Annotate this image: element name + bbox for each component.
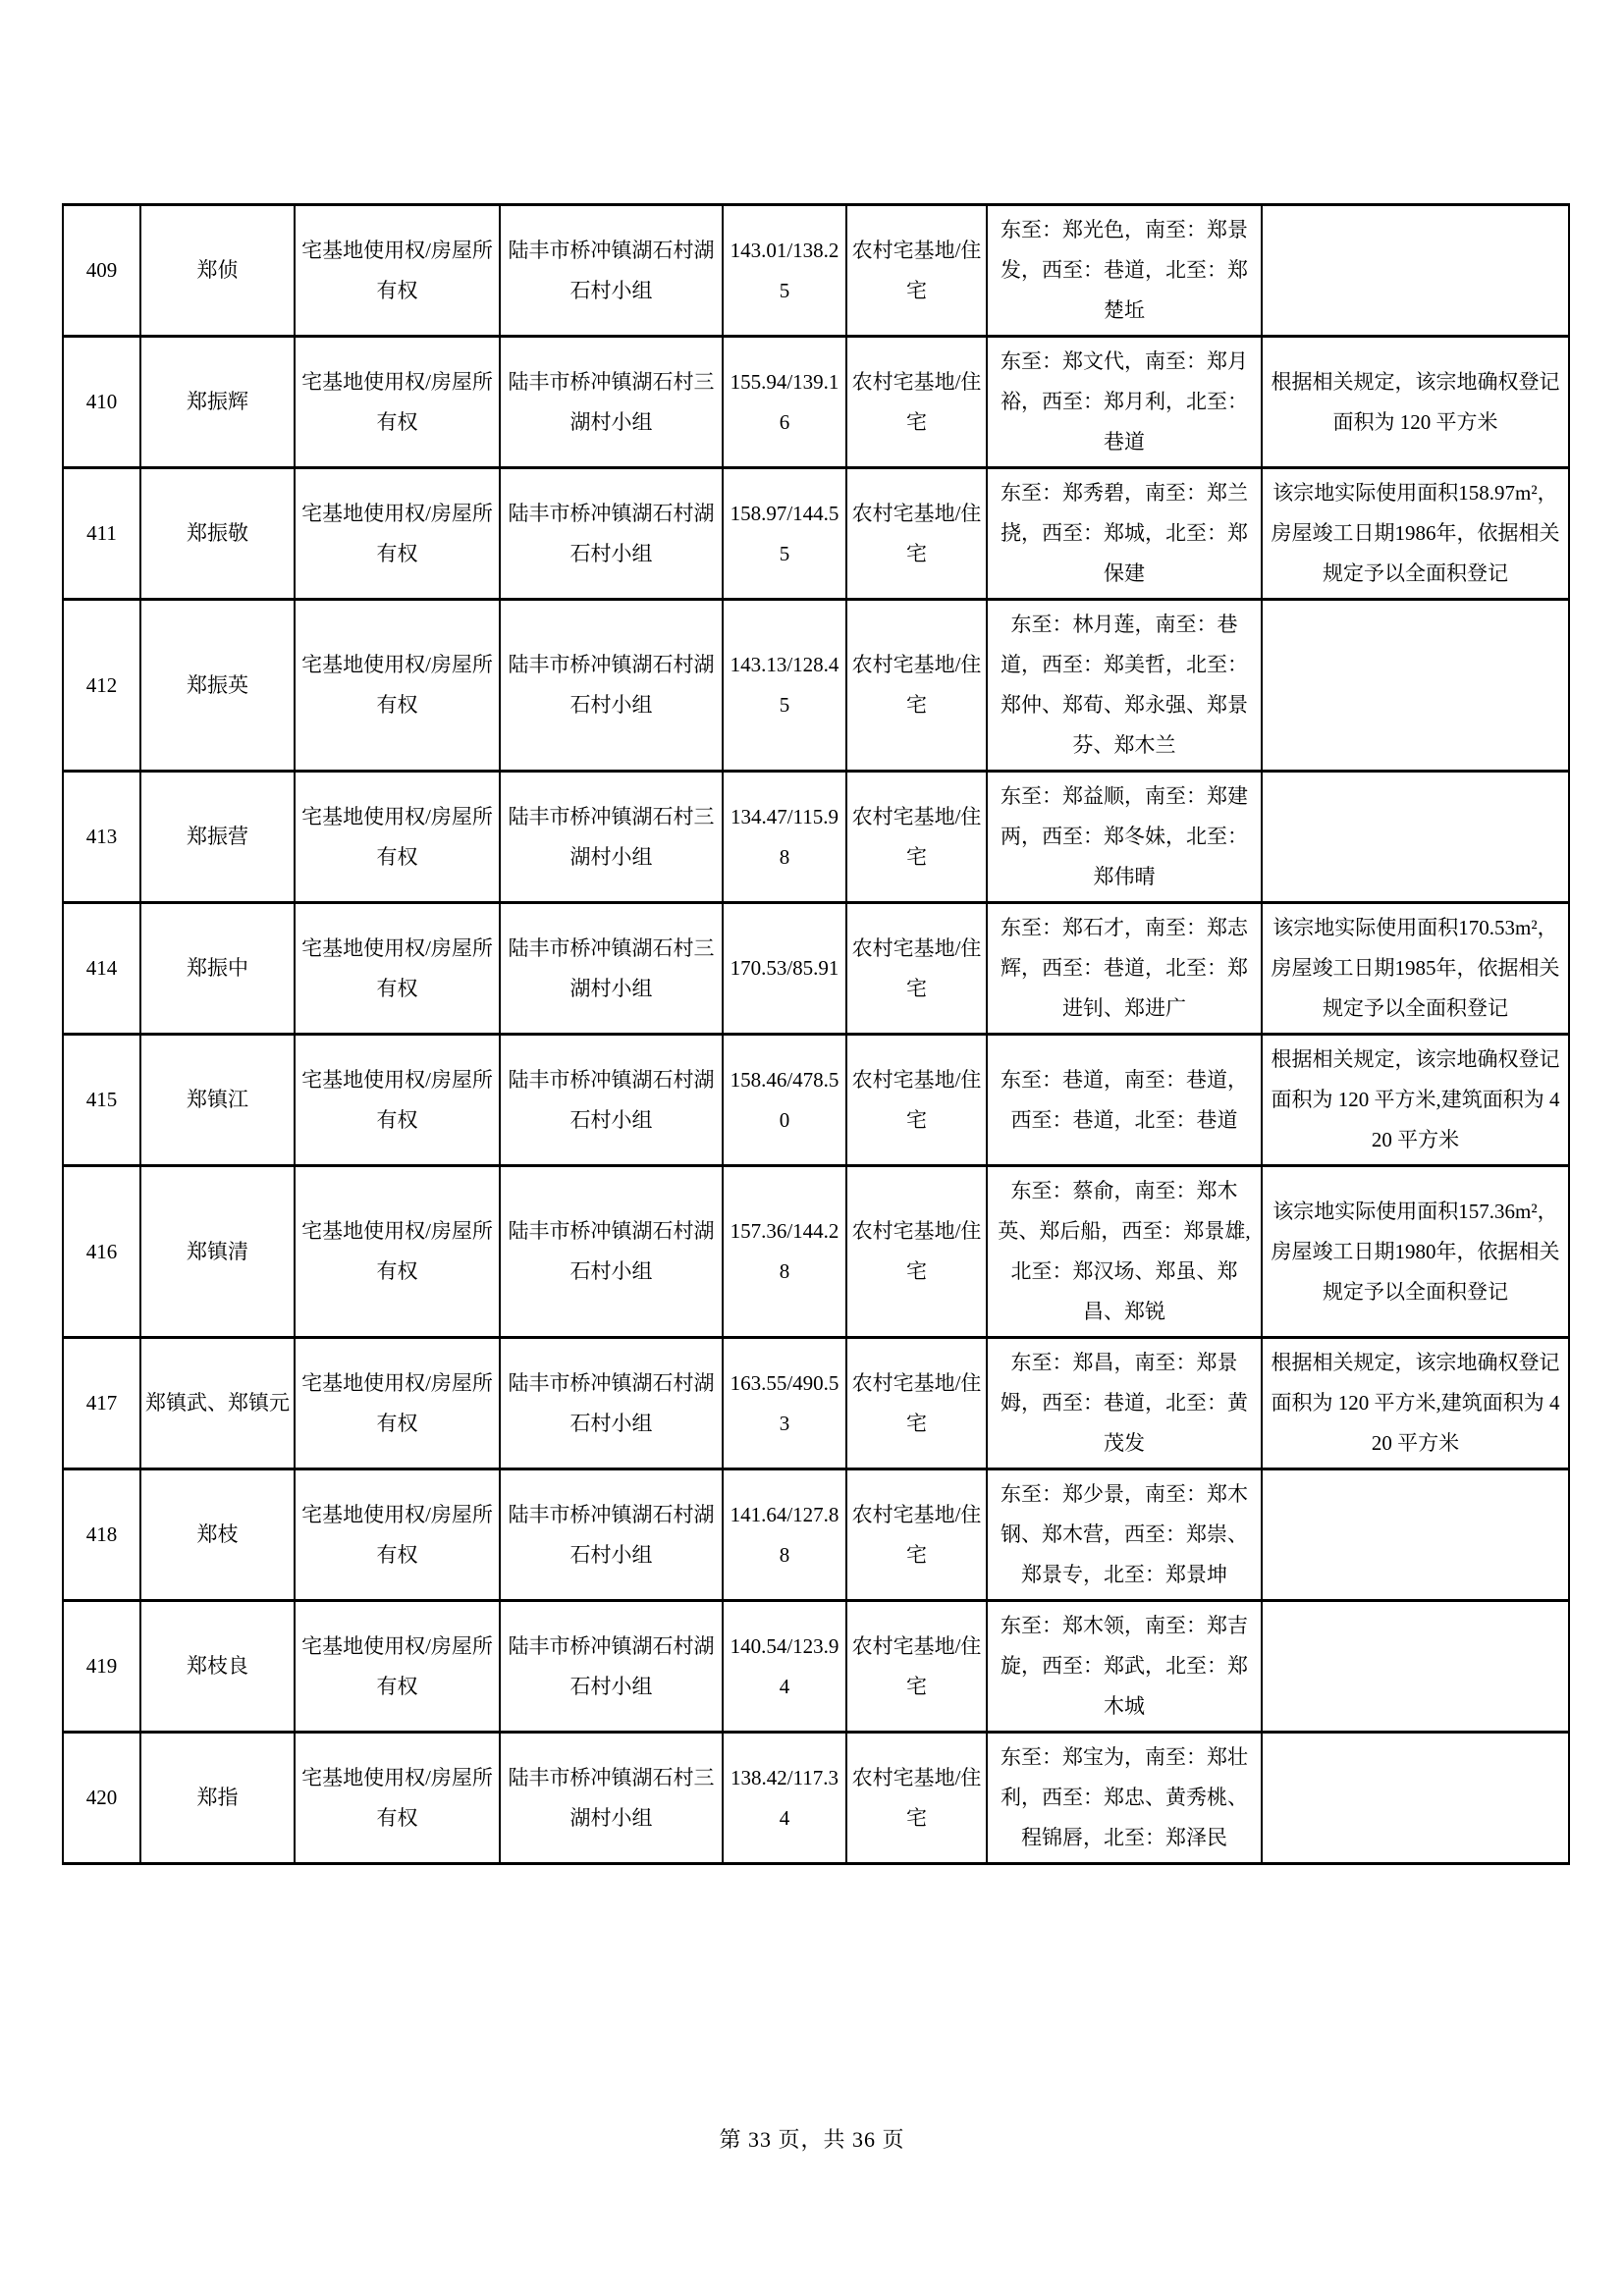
cell-boundaries: 东至：郑昌，南至：郑景姆，西至：巷道，北至：黄茂发 [987, 1338, 1262, 1469]
cell-serial-number: 419 [63, 1601, 140, 1733]
cell-right-type: 宅基地使用权/房屋所有权 [295, 600, 500, 772]
cell-area: 143.01/138.25 [723, 205, 846, 337]
cell-remark [1262, 205, 1569, 337]
cell-boundaries: 东至：蔡俞，南至：郑木英、郑后船，西至：郑景雄,北至：郑汉场、郑虽、郑昌、郑锐 [987, 1166, 1262, 1338]
cell-location: 陆丰市桥冲镇湖石村湖石村小组 [500, 1166, 723, 1338]
cell-remark [1262, 1733, 1569, 1864]
cell-area: 134.47/115.98 [723, 772, 846, 903]
record-row [63, 1166, 1569, 1338]
cell-right-type: 宅基地使用权/房屋所有权 [295, 1338, 500, 1469]
cell-land-use: 农村宅基地/住宅 [846, 1733, 987, 1864]
record-row [63, 337, 1569, 468]
cell-location: 陆丰市桥冲镇湖石村三湖村小组 [500, 1733, 723, 1864]
cell-remark [1262, 772, 1569, 903]
cell-serial-number: 417 [63, 1338, 140, 1469]
cell-remark [1262, 1469, 1569, 1601]
cell-location: 陆丰市桥冲镇湖石村湖石村小组 [500, 1035, 723, 1166]
cell-land-use: 农村宅基地/住宅 [846, 1469, 987, 1601]
cell-serial-number: 409 [63, 205, 140, 337]
cell-location: 陆丰市桥冲镇湖石村湖石村小组 [500, 600, 723, 772]
cell-holder-name: 郑镇武、郑镇元 [140, 1338, 295, 1469]
cell-area: 158.46/478.50 [723, 1035, 846, 1166]
cell-boundaries: 东至：郑益顺，南至：郑建两，西至：郑冬妹，北至：郑伟晴 [987, 772, 1262, 903]
cell-location: 陆丰市桥冲镇湖石村三湖村小组 [500, 903, 723, 1035]
cell-right-type: 宅基地使用权/房屋所有权 [295, 468, 500, 600]
cell-remark: 根据相关规定，该宗地确权登记面积为 120 平方米,建筑面积为 420 平方米 [1262, 1338, 1569, 1469]
cell-holder-name: 郑振辉 [140, 337, 295, 468]
cell-area: 170.53/85.91 [723, 903, 846, 1035]
cell-right-type: 宅基地使用权/房屋所有权 [295, 1035, 500, 1166]
cell-boundaries: 东至：郑木领，南至：郑吉旋，西至：郑武，北至：郑木城 [987, 1601, 1262, 1733]
cell-serial-number: 413 [63, 772, 140, 903]
cell-right-type: 宅基地使用权/房屋所有权 [295, 337, 500, 468]
cell-holder-name: 郑镇清 [140, 1166, 295, 1338]
cell-location: 陆丰市桥冲镇湖石村湖石村小组 [500, 468, 723, 600]
cell-remark: 根据相关规定，该宗地确权登记面积为 120 平方米 [1262, 337, 1569, 468]
cell-right-type: 宅基地使用权/房屋所有权 [295, 1601, 500, 1733]
cell-holder-name: 郑侦 [140, 205, 295, 337]
cell-holder-name: 郑振中 [140, 903, 295, 1035]
cell-land-use: 农村宅基地/住宅 [846, 1035, 987, 1166]
cell-location: 陆丰市桥冲镇湖石村湖石村小组 [500, 1338, 723, 1469]
record-row [63, 772, 1569, 903]
cell-right-type: 宅基地使用权/房屋所有权 [295, 1733, 500, 1864]
cell-land-use: 农村宅基地/住宅 [846, 600, 987, 772]
cell-location: 陆丰市桥冲镇湖石村湖石村小组 [500, 1469, 723, 1601]
cell-right-type: 宅基地使用权/房屋所有权 [295, 205, 500, 337]
cell-holder-name: 郑振营 [140, 772, 295, 903]
cell-location: 陆丰市桥冲镇湖石村三湖村小组 [500, 772, 723, 903]
cell-boundaries: 东至：郑光色，南至：郑景发，西至：巷道，北至：郑楚坵 [987, 205, 1262, 337]
cell-location: 陆丰市桥冲镇湖石村湖石村小组 [500, 205, 723, 337]
cell-area: 163.55/490.53 [723, 1338, 846, 1469]
cell-holder-name: 郑指 [140, 1733, 295, 1864]
cell-land-use: 农村宅基地/住宅 [846, 1338, 987, 1469]
cell-land-use: 农村宅基地/住宅 [846, 903, 987, 1035]
cell-serial-number: 411 [63, 468, 140, 600]
cell-location: 陆丰市桥冲镇湖石村三湖村小组 [500, 337, 723, 468]
record-row [63, 1733, 1569, 1864]
cell-land-use: 农村宅基地/住宅 [846, 468, 987, 600]
cell-area: 158.97/144.55 [723, 468, 846, 600]
cell-remark [1262, 1601, 1569, 1733]
cell-serial-number: 414 [63, 903, 140, 1035]
cell-remark: 根据相关规定，该宗地确权登记面积为 120 平方米,建筑面积为 420 平方米 [1262, 1035, 1569, 1166]
cell-area: 140.54/123.94 [723, 1601, 846, 1733]
cell-boundaries: 东至：郑秀碧，南至：郑兰挠，西至：郑城，北至：郑保建 [987, 468, 1262, 600]
record-row [63, 1601, 1569, 1733]
cell-land-use: 农村宅基地/住宅 [846, 1601, 987, 1733]
cell-holder-name: 郑振敬 [140, 468, 295, 600]
cell-area: 157.36/144.28 [723, 1166, 846, 1338]
cell-land-use: 农村宅基地/住宅 [846, 205, 987, 337]
page-number-footer: 第 33 页，共 36 页 [719, 2127, 905, 2152]
cell-location: 陆丰市桥冲镇湖石村湖石村小组 [500, 1601, 723, 1733]
cell-land-use: 农村宅基地/住宅 [846, 1166, 987, 1338]
cell-area: 138.42/117.34 [723, 1733, 846, 1864]
land-rights-table [62, 203, 1570, 1865]
cell-remark: 该宗地实际使用面积170.53m²，房屋竣工日期1985年，依据相关规定予以全面积登记 [1262, 903, 1569, 1035]
cell-area: 143.13/128.45 [723, 600, 846, 772]
cell-boundaries: 东至：郑宝为，南至：郑壮利，西至：郑忠、黄秀桃、程锦唇，北至：郑泽民 [987, 1733, 1262, 1864]
cell-holder-name: 郑镇江 [140, 1035, 295, 1166]
record-row [63, 468, 1569, 600]
record-row [63, 1035, 1569, 1166]
cell-remark: 该宗地实际使用面积158.97m²，房屋竣工日期1986年，依据相关规定予以全面积登记 [1262, 468, 1569, 600]
cell-serial-number: 412 [63, 600, 140, 772]
record-row [63, 1338, 1569, 1469]
record-row [63, 903, 1569, 1035]
cell-holder-name: 郑枝 [140, 1469, 295, 1601]
cell-boundaries: 东至：郑文代，南至：郑月裕，西至：郑月利，北至：巷道 [987, 337, 1262, 468]
cell-area: 155.94/139.16 [723, 337, 846, 468]
record-row [63, 1469, 1569, 1601]
cell-right-type: 宅基地使用权/房屋所有权 [295, 903, 500, 1035]
cell-boundaries: 东至：林月莲，南至：巷道，西至：郑美哲，北至：郑仲、郑荀、郑永强、郑景芬、郑木兰 [987, 600, 1262, 772]
record-row [63, 600, 1569, 772]
record-row [63, 205, 1569, 337]
cell-serial-number: 418 [63, 1469, 140, 1601]
cell-right-type: 宅基地使用权/房屋所有权 [295, 1469, 500, 1601]
cell-serial-number: 410 [63, 337, 140, 468]
cell-boundaries: 东至：郑少景，南至：郑木钢、郑木营，西至：郑崇、郑景专，北至：郑景坤 [987, 1469, 1262, 1601]
cell-remark: 该宗地实际使用面积157.36m²，房屋竣工日期1980年，依据相关规定予以全面积登记 [1262, 1166, 1569, 1338]
cell-boundaries: 东至：郑石才，南至：郑志辉，西至：巷道，北至：郑进钊、郑进广 [987, 903, 1262, 1035]
cell-boundaries: 东至：巷道，南至：巷道，西至：巷道，北至：巷道 [987, 1035, 1262, 1166]
cell-serial-number: 415 [63, 1035, 140, 1166]
cell-area: 141.64/127.88 [723, 1469, 846, 1601]
cell-remark [1262, 600, 1569, 772]
cell-land-use: 农村宅基地/住宅 [846, 337, 987, 468]
cell-serial-number: 420 [63, 1733, 140, 1864]
cell-holder-name: 郑振英 [140, 600, 295, 772]
cell-right-type: 宅基地使用权/房屋所有权 [295, 772, 500, 903]
cell-right-type: 宅基地使用权/房屋所有权 [295, 1166, 500, 1338]
cell-land-use: 农村宅基地/住宅 [846, 772, 987, 903]
records-body [63, 205, 1569, 1864]
cell-holder-name: 郑枝良 [140, 1601, 295, 1733]
cell-serial-number: 416 [63, 1166, 140, 1338]
